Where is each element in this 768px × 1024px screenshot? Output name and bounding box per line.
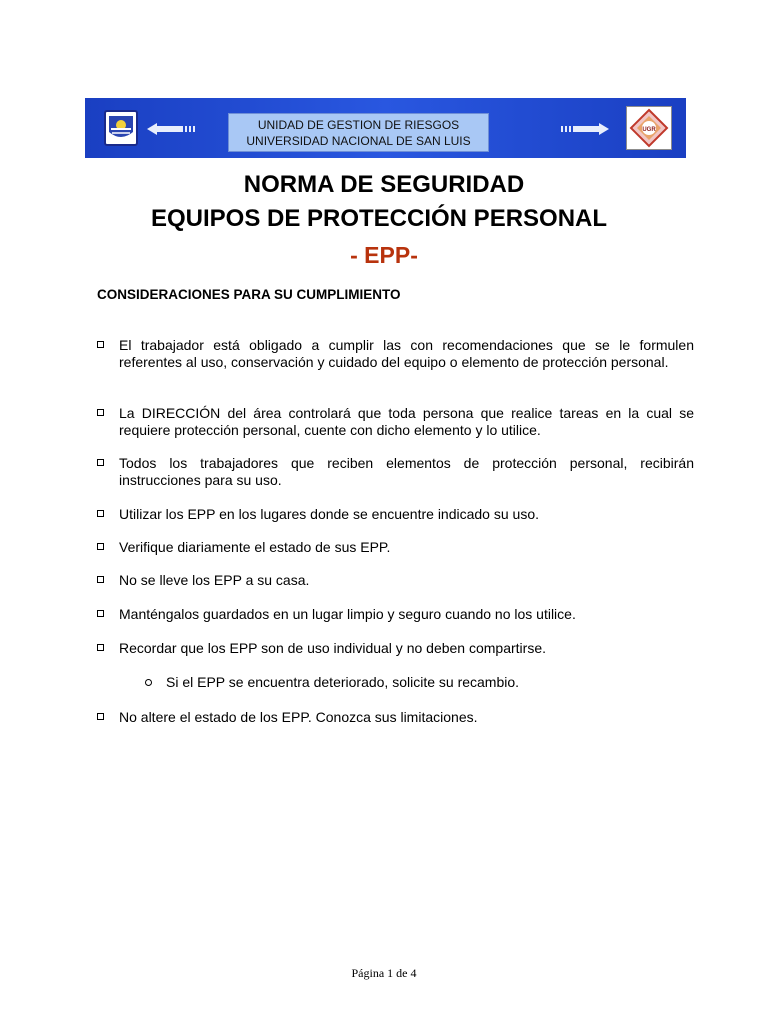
arrow-right-icon	[559, 122, 609, 140]
list-item-text: No se lleve los EPP a su casa.	[119, 572, 310, 588]
page-number: Página 1 de 4	[351, 966, 417, 980]
list-item	[97, 572, 694, 589]
square-bullet-icon	[97, 459, 104, 466]
list-item-text: Recordar que los EPP son de uso individual y no deben compartirse.	[119, 640, 546, 656]
list-item	[97, 455, 694, 489]
list-item	[97, 337, 694, 371]
list-item-text: No altere el estado de los EPP. Conozca sus limitaciones.	[119, 709, 478, 725]
square-bullet-icon	[97, 610, 104, 617]
square-bullet-icon	[97, 341, 104, 348]
list-item-text: La DIRECCIÓN del área controlará que toda persona que realice tareas en la cual se requiere protección personal, cuente con dicho elemento y lo utilice.	[119, 405, 694, 438]
list-item	[97, 539, 694, 556]
list-item-text: El trabajador está obligado a cumplir las con recomendaciones que se le formulen referentes al uso, conservación y cuidado del equipo o elemento de protección personal.	[119, 337, 694, 370]
header-line-1: UNIDAD DE GESTION DE RIESGOS	[257, 118, 460, 132]
section-heading: CONSIDERACIONES PARA SU CUMPLIMIENTO	[97, 287, 401, 302]
ugr-logo-text: UGR	[642, 127, 656, 133]
ugr-logo	[626, 106, 672, 150]
square-bullet-icon	[97, 713, 104, 720]
list-item	[97, 709, 694, 726]
list-item-text: Manténgalos guardados en un lugar limpio y seguro cuando no los utilice.	[119, 606, 576, 622]
sub-list-item-text: Si el EPP se encuentra deteriorado, solicite su recambio.	[166, 674, 520, 690]
list-item-text: Utilizar los EPP en los lugares donde se encuentre indicado su uso.	[119, 506, 539, 522]
sub-list-item	[145, 674, 519, 691]
list-item	[97, 640, 694, 657]
arrow-left-icon	[147, 122, 197, 140]
header-banner	[85, 98, 686, 158]
header-title-box	[228, 113, 489, 152]
square-bullet-icon	[97, 510, 104, 517]
document-title-line-3: - EPP-	[350, 242, 418, 268]
list-item	[97, 506, 694, 523]
square-bullet-icon	[97, 543, 104, 550]
square-bullet-icon	[97, 576, 104, 583]
list-item-text: Verifique diariamente el estado de sus EPP.	[119, 539, 391, 555]
list-item-text: Todos los trabajadores que reciben elementos de protección personal, recibirán instrucciones para su uso.	[119, 455, 694, 488]
header-line-2: UNIVERSIDAD NACIONAL DE SAN LUIS	[246, 134, 471, 148]
university-logo	[104, 110, 138, 146]
document-title-line-2: EQUIPOS DE PROTECCIÓN PERSONAL	[150, 205, 608, 232]
circle-bullet-icon	[145, 679, 152, 686]
square-bullet-icon	[97, 409, 104, 416]
square-bullet-icon	[97, 644, 104, 651]
list-item	[97, 405, 694, 439]
list-item	[97, 606, 694, 623]
document-title-line-1: NORMA DE SEGURIDAD	[243, 171, 525, 198]
